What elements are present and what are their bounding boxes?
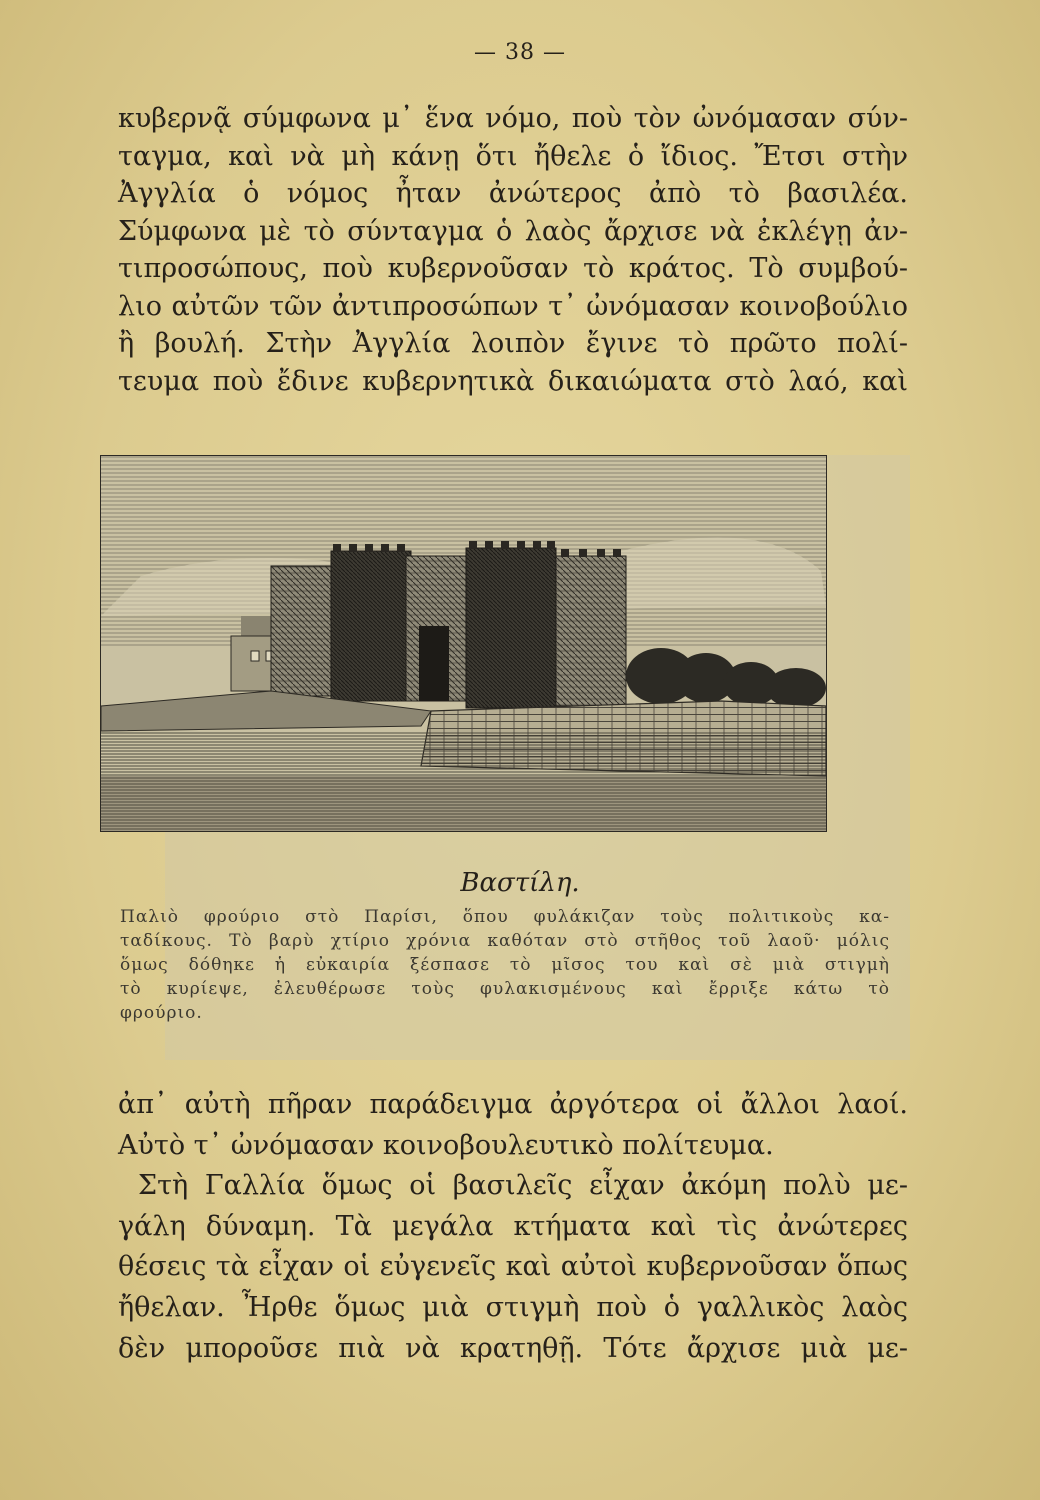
figure-caption [120,905,890,1025]
caption-line: τὸ κυρίεψε, ἐλευθέρωσε τοὺς φυλακισμένους καὶ ἔρριξε κάτω τὸ [120,979,890,999]
caption-line: φρούριο. [120,1003,203,1023]
text-line: τευμα ποὺ ἔδινε κυβερνητικὰ δικαιώματα στὸ λαό, καὶ [118,365,908,397]
caption-line: ὅμως δόθηκε ἡ εὐκαιρία ξέσπασε τὸ μῖσος του καὶ σὲ μιὰ στιγμὴ [120,955,890,975]
bastille-engraving [100,455,827,832]
text-line: Σύμφωνα μὲ τὸ σύνταγμα ὁ λαὸς ἄρχισε νὰ ἐκλέγῃ ἀν- [118,215,908,247]
text-line: ἀπ᾽ αὐτὴ πῆραν παράδειγμα ἀργότερα οἱ ἄλλοι λαοί. [118,1089,908,1120]
text-line: Αὐτὸ τ᾽ ὠνόμασαν κοινοβουλευτικὸ πολίτευμα. [118,1129,774,1161]
text-line: θέσεις τὰ εἶχαν οἱ εὐγενεῖς καὶ αὐτοὶ κυβερνοῦσαν ὅπως [118,1251,908,1283]
text-line: κυβερνᾷ σύμφωνα μ᾽ ἕνα νόμο, ποὺ τὸν ὠνόμασαν σύν- [118,103,908,134]
bottom-paragraph [118,1085,908,1369]
text-line: τιπροσώπους, ποὺ κυβερνοῦσαν τὸ κράτος. Τὸ συμβού- [118,253,908,284]
text-line: ἢ βουλή. Στὴν Ἀγγλία λοιπὸν ἔγινε τὸ πρῶτο πολί- [118,328,908,359]
text-line: Στὴ Γαλλία ὅμως οἱ βασιλεῖς εἶχαν ἀκόμη πολὺ με- [138,1170,908,1202]
caption-line: Παλιὸ φρούριο στὸ Παρίσι, ὅπου φυλάκιζαν τοὺς πολιτικοὺς κα- [120,907,890,927]
text-line: γάλη δύναμη. Τὰ μεγάλα κτήματα καὶ τὶς ἀνώτερες [118,1210,908,1242]
figure-title: Βαστίλη. [460,868,580,898]
text-line: λιο αὐτῶν τῶν ἀντιπροσώπων τ᾽ ὠνόμασαν κοινοβούλιο [118,290,908,322]
top-paragraph [118,100,908,400]
text-line: ἤθελαν. Ἦρθε ὅμως μιὰ στιγμὴ ποὺ ὁ γαλλικὸς λαὸς [118,1291,908,1323]
text-line: Ἀγγλία ὁ νόμος ἦταν ἀνώτερος ἀπὸ τὸ βασιλέα. [118,178,908,209]
text-line: ταγμα, καὶ νὰ μὴ κάνῃ ὅτι ἤθελε ὁ ἴδιος. Ἔτσι στὴν [118,140,908,172]
text-line: δὲν μποροῦσε πιὰ νὰ κρατηθῇ. Τότε ἄρχισε μιὰ με- [118,1332,908,1364]
page-number: — 38 — [474,40,566,65]
caption-line: ταδίκους. Τὸ βαρὺ χτίριο χρόνια καθόταν στὸ στῆθος τοῦ λαοῦ· μόλις [120,931,890,951]
